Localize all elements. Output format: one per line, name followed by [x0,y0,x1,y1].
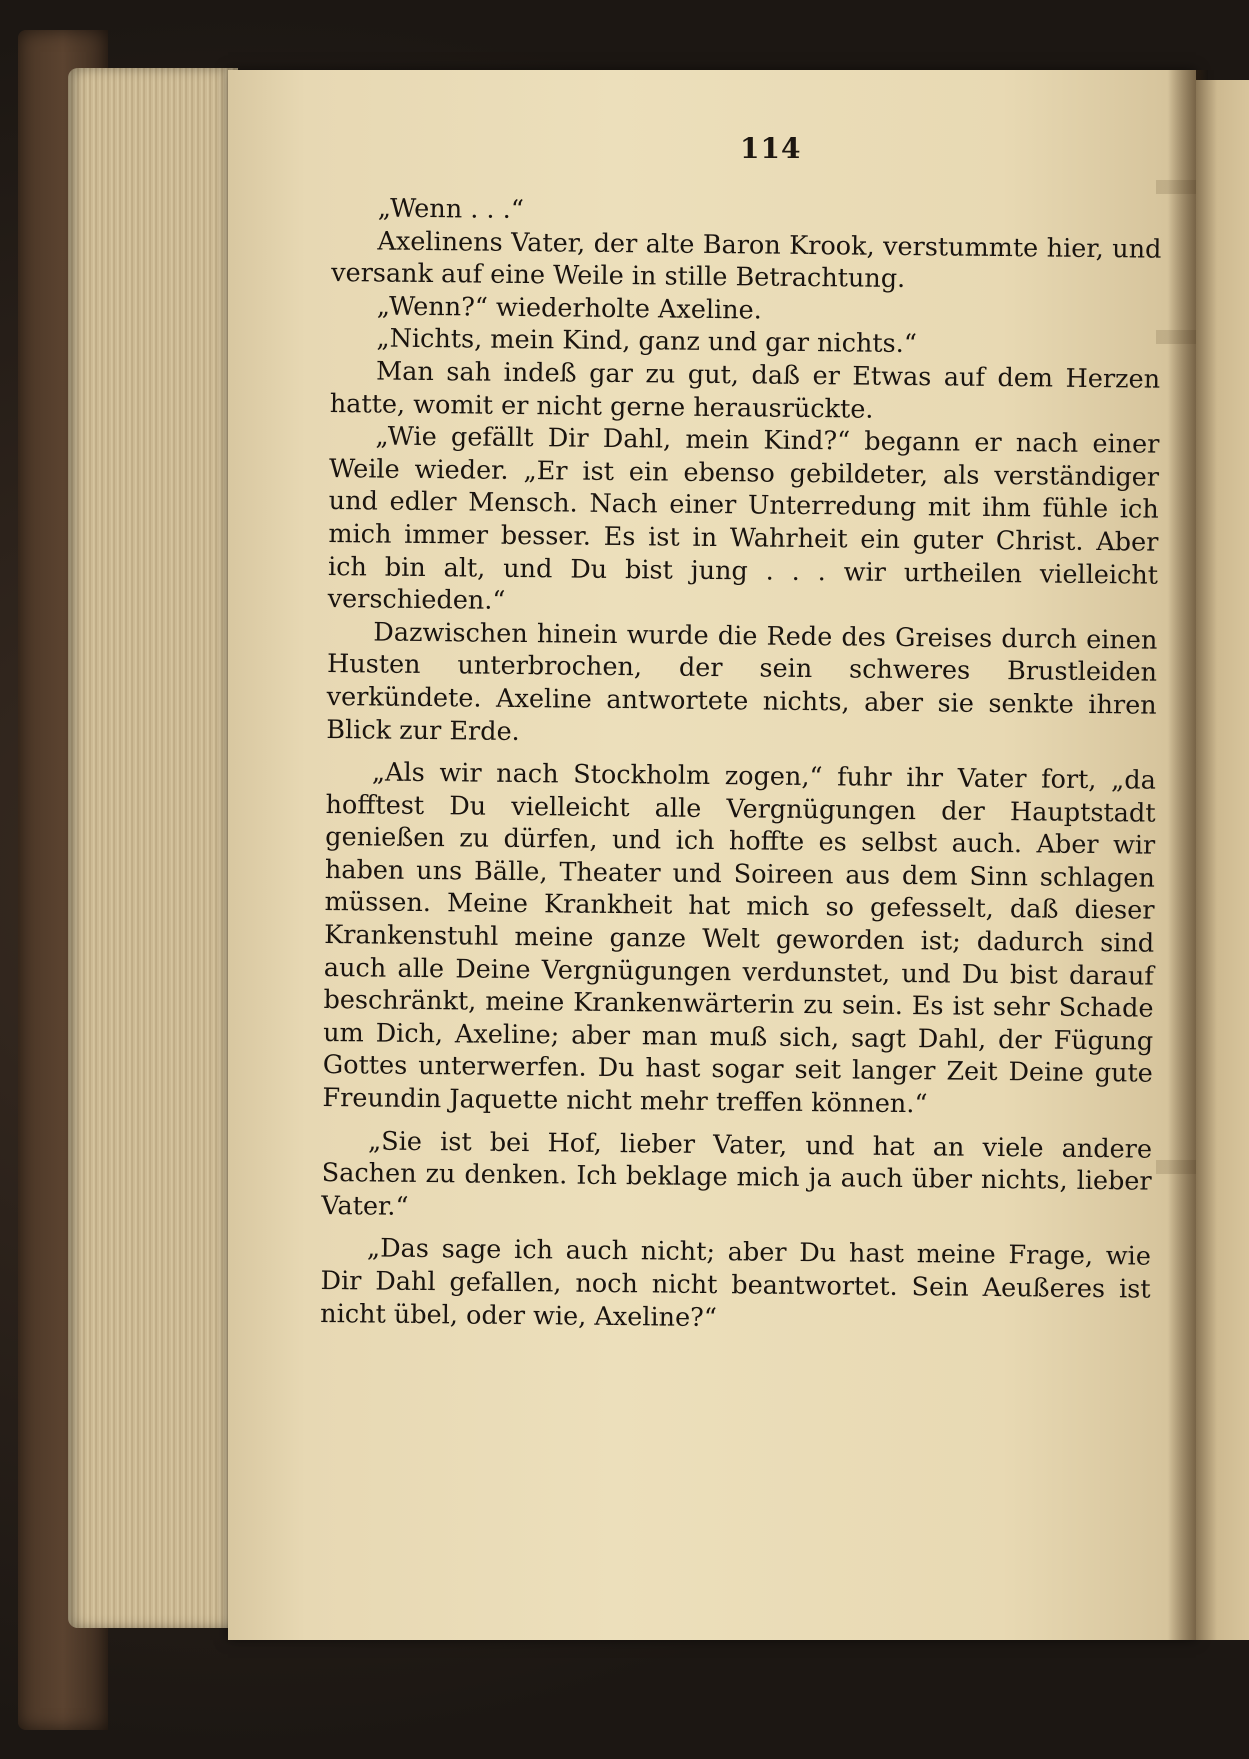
paragraph: „Sie ist bei Hof, lieber Vater, und hat an viele andere Sachen zu denken. Ich beklage mich ja auch über nichts, lieber Vater.“ [321,1126,1153,1222]
paragraph: „Wenn . . .“ [377,193,525,226]
paragraph: Man sah indeß gar zu gut, daß er Etwas auf dem Herzen hatte, womit er nicht gerne herausrückte. [329,356,1161,425]
page-text [320,192,1162,1339]
paragraph: „Wenn?“ wiederholte Axeline. [376,291,763,326]
paragraph: „Als wir nach Stockholm zogen,“ fuhr ihr Vater fort, „da hofftest Du vielleicht alle Vergnügungen der Hauptstadt genießen zu dürfen, und ich hoffte es selbst auch. Aber wir haben uns Bälle, Theater und Soireen aus dem Sinn schlagen müssen. Meine Krankheit hat mich so gefesselt, daß dieser Krankenstuhl meine ganze Welt geworden ist; dadurch sind auch alle Deine Vergnügungen verdunstet, und Du bist darauf beschränkt, meine Krankenwärterin zu sein. Es ist sehr Schade um Dich, Axeline; aber man muß sich, sagt Dahl, der Fügung Gottes unterwerfen. Du hast sogar seit langer Zeit Deine gute Freundin Jaquette nicht mehr treffen können.“ [322,757,1157,1120]
page-edges-stack [68,68,238,1628]
paragraph: „Nichts, mein Kind, ganz und gar nichts.“ [376,323,917,360]
paragraph: Dazwischen hinein wurde die Rede des Greises durch einen Husten unterbrochen, der sein schweres Brustleiden verkündete. Axeline antwortete nichts, aber sie senkte ihren Blick zur Erde. [326,617,1158,747]
facing-page-edge [1196,80,1249,1640]
paragraph: „Wie gefällt Dir Dahl, mein Kind?“ begann er nach einer Weile wieder. „Er ist ein ebenso gebildeter, als verständiger und edler Mensch. Nach einer Unterredung mit ihm fühle ich mich immer besser. Es ist in Wahrheit ein guter Christ. Aber ich bin alt, und Du bist jung . . . wir urtheilen vielleicht verschieden.“ [327,421,1160,616]
paragraph: „Das sage ich auch nicht; aber Du hast meine Frage, wie Dir Dahl gefallen, noch nicht beantwortet. Sein Aeußeres ist nicht übel, oder wie, Axeline?“ [320,1233,1152,1333]
paragraph: Axelinens Vater, der alte Baron Krook, verstummte hier, und versank auf eine Weile in stille Betrachtung. [330,226,1162,295]
page-number: 114 [740,132,802,165]
